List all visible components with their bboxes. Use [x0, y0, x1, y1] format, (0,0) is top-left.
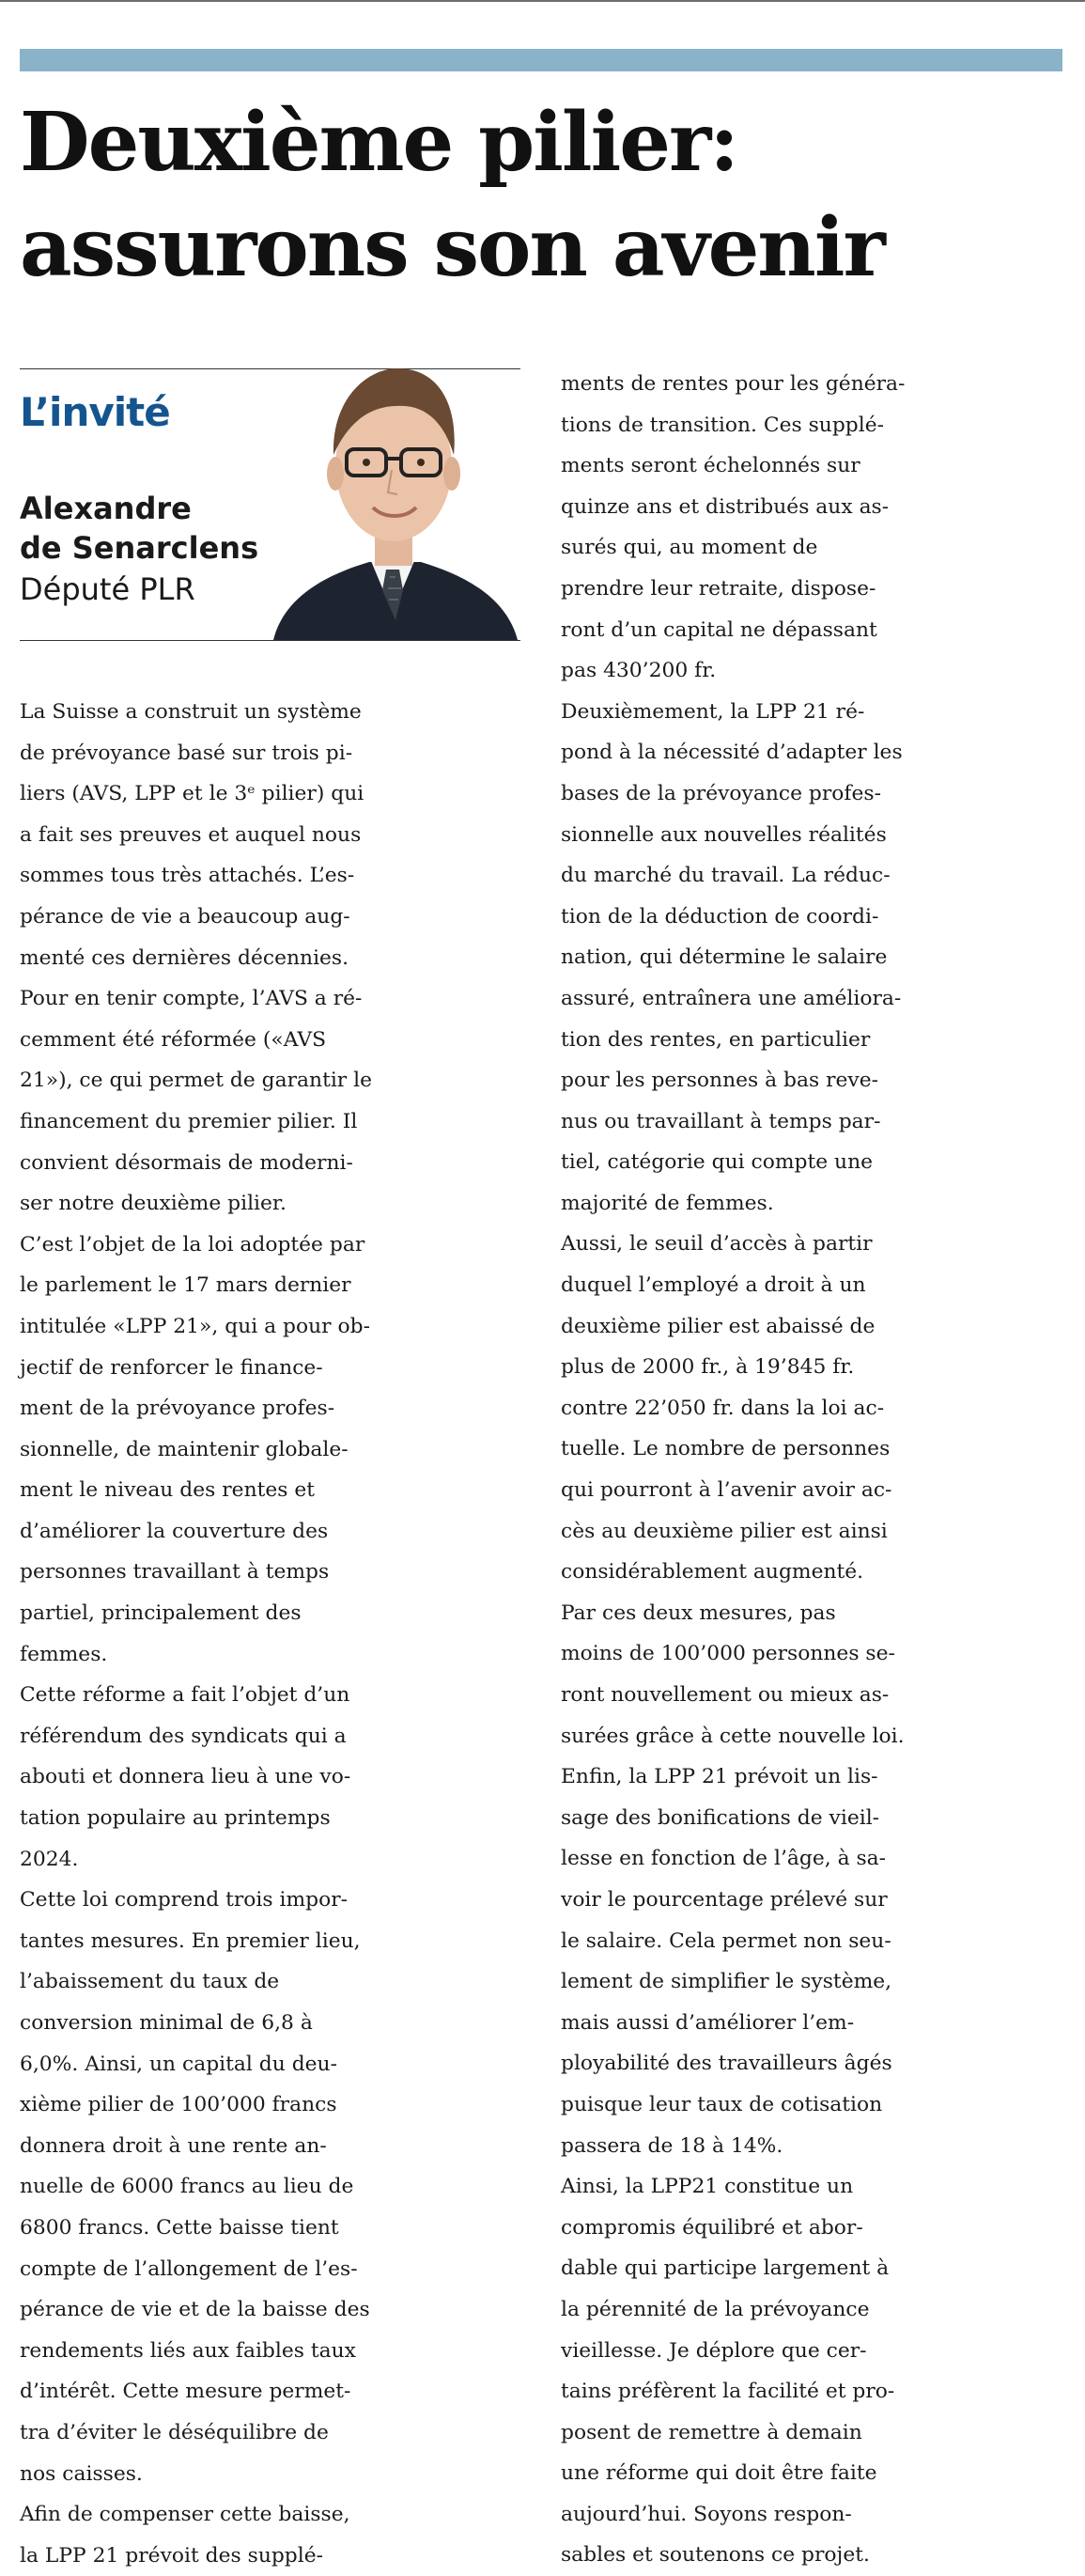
- body-text-line: pérance de vie a beaucoup aug-: [20, 904, 350, 929]
- body-text-line: tuelle. Le nombre de personnes: [561, 1437, 891, 1461]
- top-rule: [0, 0, 1085, 2]
- body-text-line: ment de la prévoyance profes-: [20, 1397, 335, 1421]
- body-text-line: la LPP 21 prévoit des supplé-: [20, 2543, 323, 2568]
- body-text-line: passera de 18 à 14%.: [561, 2133, 783, 2158]
- divider: [20, 640, 520, 641]
- body-text-line: Cette réforme a fait l’objet d’un: [20, 1683, 350, 1708]
- body-text-line: C’est l’objet de la loi adoptée par: [20, 1232, 365, 1257]
- body-text-line: liers (AVS, LPP et le 3ᵉ pilier) qui: [20, 782, 364, 806]
- body-text-line: ment le niveau des rentes et: [20, 1478, 316, 1503]
- body-text-line: jectif de renforcer le finance-: [20, 1355, 323, 1380]
- body-text-line: ser notre deuxième pilier.: [20, 1192, 287, 1216]
- body-text-line: bases de la prévoyance profes-: [561, 781, 881, 805]
- body-text-line: donnera droit à une rente an-: [20, 2133, 327, 2158]
- author-byline: [20, 489, 258, 609]
- body-text-line: cès au deuxième pilier est ainsi: [561, 1519, 888, 1543]
- body-text-line: tation populaire au printemps: [20, 1806, 331, 1831]
- headline-line: Deuxième pilier:: [20, 95, 738, 190]
- body-text-line: considérablement augmenté.: [561, 1560, 864, 1585]
- body-text-line: aujourd’hui. Soyons respon-: [561, 2502, 852, 2526]
- guest-author-box: [20, 368, 520, 641]
- body-text-line: financement du premier pilier. Il: [20, 1109, 358, 1133]
- body-text-line: lesse en fonction de l’âge, à sa-: [561, 1847, 887, 1871]
- author-name: de Senarclens: [20, 530, 259, 566]
- body-text-line: tiel, catégorie qui compte une: [561, 1150, 874, 1175]
- body-text-line: Par ces deux mesures, pas: [561, 1600, 836, 1625]
- body-text-line: xième pilier de 100’000 francs: [20, 2093, 337, 2117]
- body-text-line: Enfin, la LPP 21 prévoit un lis-: [561, 1765, 878, 1789]
- body-text-line: nos caisses.: [20, 2461, 143, 2486]
- body-text-line: d’intérêt. Cette mesure permet-: [20, 2380, 351, 2404]
- body-text-line: surées grâce à cette nouvelle loi.: [561, 1724, 905, 1748]
- headline-line: assurons son avenir: [20, 200, 884, 295]
- body-text-line: 21»), ce qui permet de garantir le: [20, 1069, 373, 1093]
- body-text-line: tions de transition. Ces supplé-: [561, 413, 884, 437]
- body-text-line: le salaire. Cela permet non seu-: [561, 1928, 891, 1953]
- body-text-line: référendum des syndicats qui a: [20, 1724, 347, 1748]
- body-text-line: nus ou travaillant à temps par-: [561, 1109, 881, 1133]
- section-color-band: [20, 49, 1062, 71]
- article-headline: [20, 90, 1062, 301]
- body-text-line: femmes.: [20, 1642, 108, 1666]
- body-text-line: sage des bonifications de vieil-: [561, 1805, 880, 1830]
- body-text-line: nation, qui détermine le salaire: [561, 945, 888, 970]
- body-text-line: a fait ses preuves et auquel nous: [20, 822, 362, 847]
- article-body-left-column: [20, 692, 527, 2576]
- body-text-line: ments de rentes pour les généra-: [561, 372, 906, 396]
- body-text-line: pas 430’200 fr.: [561, 659, 717, 683]
- body-text-line: intitulée «LPP 21», qui a pour ob-: [20, 1314, 370, 1338]
- body-text-line: ments seront échelonnés sur: [561, 454, 860, 478]
- body-text-line: convient désormais de moderni-: [20, 1150, 353, 1175]
- body-text-line: dable qui participe largement à: [561, 2256, 890, 2281]
- body-text-line: Ainsi, la LPP21 constitue un: [561, 2175, 854, 2199]
- body-text-line: lement de simplifier le système,: [561, 1970, 892, 1994]
- body-text-line: menté ces dernières décennies.: [20, 945, 349, 970]
- body-text-line: 6,0%. Ainsi, un capital du deu-: [20, 2052, 337, 2076]
- body-text-line: d’améliorer la couverture des: [20, 1519, 329, 1543]
- body-text-line: 6800 francs. Cette baisse tient: [20, 2215, 339, 2240]
- body-text-line: puisque leur taux de cotisation: [561, 2092, 883, 2116]
- body-text-line: assuré, entraînera une améliora-: [561, 986, 902, 1010]
- body-text-line: abouti et donnera lieu à une vo-: [20, 1765, 351, 1789]
- body-text-line: Aussi, le seuil d’accès à partir: [561, 1232, 873, 1257]
- body-text-line: rendements liés aux faibles taux: [20, 2338, 356, 2363]
- body-text-line: posent de remettre à demain: [561, 2420, 862, 2444]
- body-text-line: pérance de vie et de la baisse des: [20, 2298, 370, 2322]
- body-text-line: duquel l’employé a droit à un: [561, 1273, 866, 1298]
- body-text-line: qui pourront à l’avenir avoir ac-: [561, 1478, 892, 1503]
- body-text-line: l’abaissement du taux de: [20, 1970, 280, 1994]
- body-text-line: ront nouvellement ou mieux as-: [561, 1683, 890, 1707]
- body-text-line: cemment été réformée («AVS: [20, 1027, 327, 1052]
- body-text-line: une réforme qui doit être faite: [561, 2461, 877, 2486]
- body-text-line: tion de la déduction de coordi-: [561, 904, 879, 929]
- body-text-line: de prévoyance basé sur trois pi-: [20, 741, 353, 765]
- body-text-line: Deuxièmement, la LPP 21 ré-: [561, 699, 865, 724]
- body-text-line: ployabilité des travailleurs âgés: [561, 2052, 892, 2076]
- body-text-line: deuxième pilier est abaissé de: [561, 1314, 876, 1338]
- body-text-line: la pérennité de la prévoyance: [561, 2297, 870, 2321]
- body-text-line: sionnelle, de maintenir globale-: [20, 1437, 349, 1461]
- body-text-line: vieillesse. Je déplore que cer-: [561, 2338, 867, 2363]
- body-text-line: voir le pourcentage prélevé sur: [561, 1887, 888, 1912]
- body-text-line: prendre leur retraite, dispose-: [561, 576, 876, 601]
- body-text-line: sables et soutenons ce projet.: [561, 2543, 870, 2568]
- body-text-line: Cette loi comprend trois impor-: [20, 1888, 348, 1912]
- body-text-line: personnes travaillant à temps: [20, 1560, 330, 1585]
- body-text-line: sionnelle aux nouvelles réalités: [561, 822, 887, 847]
- body-text-line: sommes tous très attachés. L’es-: [20, 864, 355, 888]
- body-text-line: contre 22’050 fr. dans la loi ac-: [561, 1396, 885, 1420]
- article-body-right-column: [561, 364, 1068, 2576]
- body-text-line: tantes mesures. En premier lieu,: [20, 1928, 361, 1953]
- author-portrait-icon: [266, 368, 520, 640]
- author-role: Député PLR: [20, 571, 195, 607]
- body-text-line: moins de 100’000 personnes se-: [561, 1642, 895, 1666]
- body-text-line: tra d’éviter le déséquilibre de: [20, 2420, 329, 2444]
- body-text-line: partiel, principalement des: [20, 1601, 302, 1626]
- body-text-line: compte de l’allongement de l’es-: [20, 2256, 358, 2281]
- body-text-line: le parlement le 17 mars dernier: [20, 1273, 351, 1298]
- body-text-line: pond à la nécessité d’adapter les: [561, 741, 903, 765]
- body-text-line: ront d’un capital ne dépassant: [561, 617, 877, 642]
- author-name: Alexandre: [20, 491, 192, 526]
- body-text-line: pour les personnes à bas reve-: [561, 1069, 879, 1093]
- body-text-line: 2024.: [20, 1847, 79, 1871]
- body-text-line: compromis équilibré et abor-: [561, 2215, 863, 2240]
- body-text-line: quinze ans et distribués aux as-: [561, 494, 890, 519]
- body-text-line: majorité de femmes.: [561, 1191, 774, 1215]
- body-text-line: tains préfèrent la facilité et pro-: [561, 2380, 895, 2404]
- body-text-line: nuelle de 6000 francs au lieu de: [20, 2175, 354, 2199]
- body-text-line: mais aussi d’améliorer l’em-: [561, 2010, 855, 2035]
- body-text-line: tion des rentes, en particulier: [561, 1027, 871, 1052]
- body-text-line: plus de 2000 fr., à 19’845 fr.: [561, 1355, 855, 1380]
- body-text-line: Afin de compenser cette baisse,: [20, 2503, 350, 2527]
- body-text-line: conversion minimal de 6,8 à: [20, 2011, 313, 2035]
- body-text-line: La Suisse a construit un système: [20, 700, 362, 724]
- body-text-line: surés qui, au moment de: [561, 536, 818, 560]
- body-text-line: Pour en tenir compte, l’AVS a ré-: [20, 987, 363, 1011]
- invite-label: L’invité: [20, 389, 170, 435]
- body-text-line: du marché du travail. La réduc-: [561, 864, 891, 888]
